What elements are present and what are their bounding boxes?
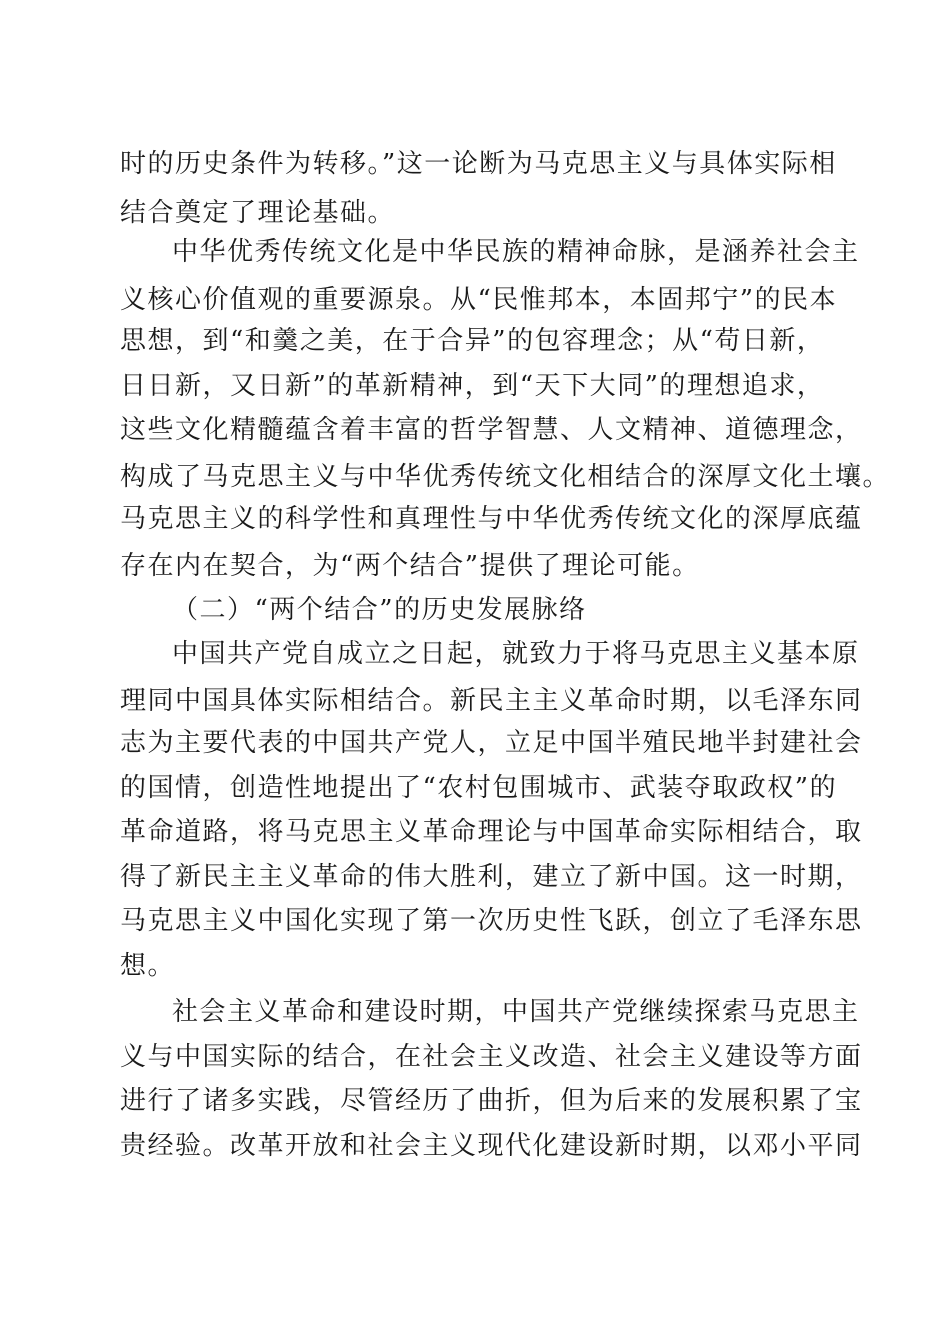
text-line: 结合奠定了理论基础。 <box>120 198 396 228</box>
text-line: 贵经验。改革开放和社会主义现代化建设新时期，以邓小平同 <box>120 1131 863 1161</box>
text-line: 革命道路，将马克思主义革命理论与中国革命实际相结合，取 <box>120 817 863 847</box>
paragraph-start-line: 中国共产党自成立之日起，就致力于将马克思主义基本原 <box>172 639 860 669</box>
text-line: 思想，到“和羹之美，在于合异”的包容理念；从“苟日新， <box>120 326 825 356</box>
text-line: 的国情，创造性地提出了“农村包围城市、武装夺取政权”的 <box>120 773 838 803</box>
text-line: 义核心价值观的重要源泉。从“民惟邦本，本固邦宁”的民本 <box>120 285 838 315</box>
text-line: 得了新民主主义革命的伟大胜利，建立了新中国。这一时期， <box>120 862 863 892</box>
text-line: 进行了诸多实践，尽管经历了曲折，但为后来的发展积累了宝 <box>120 1086 863 1116</box>
text-line: 马克思主义中国化实现了第一次历史性飞跃，创立了毛泽东思 <box>120 906 863 936</box>
section-heading: （二）“两个结合”的历史发展脉络 <box>172 595 587 625</box>
text-line: 志为主要代表的中国共产党人，立足中国半殖民地半封建社会 <box>120 728 863 758</box>
paragraph-start-line: 中华优秀传统文化是中华民族的精神命脉，是涵养社会主 <box>172 237 860 267</box>
text-line: 义与中国实际的结合，在社会主义改造、社会主义建设等方面 <box>120 1042 863 1072</box>
paragraph-start-line: 社会主义革命和建设时期，中国共产党继续探索马克思主 <box>172 997 860 1027</box>
text-line: 马克思主义的科学性和真理性与中华优秀传统文化的深厚底蕴 <box>120 504 863 534</box>
text-line: 这些文化精髓蕴含着丰富的哲学智慧、人文精神、道德理念， <box>120 415 863 445</box>
text-line: 时的历史条件为转移。”这一论断为马克思主义与具体实际相 <box>120 149 837 179</box>
text-line: 理同中国具体实际相结合。新民主主义革命时期，以毛泽东同 <box>120 686 863 716</box>
text-line: 存在内在契合，为“两个结合”提供了理论可能。 <box>120 551 700 581</box>
text-line: 构成了马克思主义与中华优秀传统文化相结合的深厚文化土壤。 <box>120 462 891 492</box>
text-line: 想。 <box>120 951 176 981</box>
text-line: 日日新，又日新”的革新精神，到“天下大同”的理想追求， <box>120 371 825 401</box>
